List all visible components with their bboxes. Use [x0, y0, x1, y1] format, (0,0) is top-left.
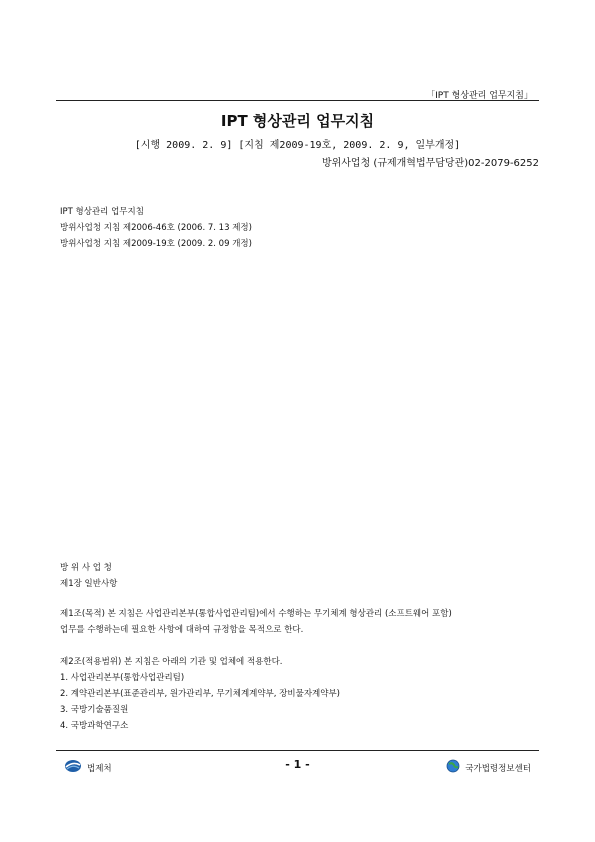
article-1-line-2: 업무를 수행하는데 필요한 사항에 대하여 규정함을 목적으로 한다. — [60, 625, 304, 635]
running-header: 「IPT 형상관리 업무지침」 — [426, 91, 533, 101]
article-2: 제2조(적용범위) 본 지침은 아래의 기관 및 업체에 적용한다. — [60, 657, 283, 667]
source-label: 국가법령정보센터 — [465, 763, 531, 774]
header-divider — [56, 100, 539, 101]
revision-history — [60, 204, 252, 252]
enforcement-info: [시행 2009. 2. 9] [지침 제2009-19호, 2009. 2. 9, 일부개정] — [134, 140, 461, 151]
history-line: 방위사업청 지침 제2009-19호 (2009. 2. 09 개정) — [60, 239, 252, 249]
page-number: - 1 - — [285, 758, 310, 771]
issuing-agency: 방 위 사 업 청 — [60, 563, 112, 573]
list-item: 4. 국방과학연구소 — [60, 721, 129, 731]
footer-source — [446, 759, 531, 776]
document-title: IPT 형상관리 업무지침 — [220, 112, 375, 130]
issuer-block — [60, 560, 117, 592]
list-item: 2. 계약관리본부(표준관리부, 원가관리부, 무기체계계약부, 장비물자계약부) — [60, 689, 340, 699]
globe-logo-icon — [446, 759, 460, 776]
document-body — [60, 606, 544, 734]
article-1-line-1: 제1조(목적) 본 지침은 사업관리본부(통합사업관리팀)에서 수행하는 무기체계 형상관리 (소프트웨어 포함) — [60, 609, 452, 619]
history-line: 방위사업청 지침 제2006-46호 (2006. 7. 13 제정) — [60, 223, 252, 233]
list-item: 1. 사업관리본부(통합사업관리팀) — [60, 673, 185, 683]
agency-contact: 방위사업청 (규제개혁법무담당관)02-2079-6252 — [321, 158, 539, 169]
publisher-label: 법제처 — [87, 763, 112, 774]
list-item: 3. 국방기술품질원 — [60, 705, 129, 715]
chapter-heading: 제1장 일반사항 — [60, 579, 118, 589]
history-line: IPT 형상관리 업무지침 — [60, 207, 144, 217]
footer-divider — [56, 750, 539, 751]
